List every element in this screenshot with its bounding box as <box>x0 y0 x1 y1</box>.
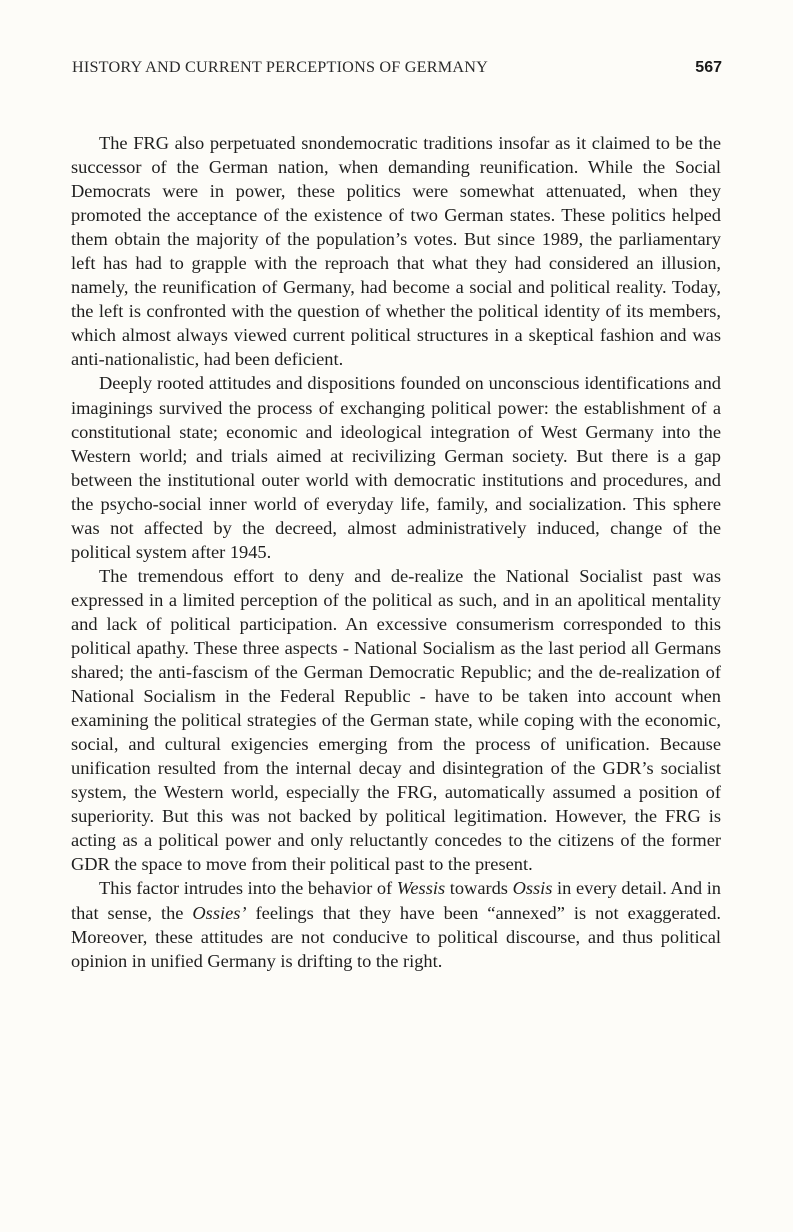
paragraph-2: Deeply rooted attitudes and dispositions founded on unconscious identifications and imaginings survived the process of exchanging political power: the establishment of a constitutional state; economic and ideological integration of West Germany into the Western world; and trials aimed at recivilizing German society. But there is a gap between the institutional outer world with democratic institutions and procedures, and the psycho-social inner world of everyday life, family, and socialization. This sphere was not affected by the decreed, almost administratively induced, change of the political system after 1945. <box>71 373 721 562</box>
term-wessis: Wessis <box>396 878 446 899</box>
page-number: 567 <box>695 59 722 76</box>
body-text <box>71 131 721 973</box>
term-ossis: Ossis <box>512 878 553 899</box>
running-head: HISTORY AND CURRENT PERCEPTIONS OF GERMANY <box>72 58 488 76</box>
paragraph-4-text: in every detail. And in that sense, the <box>71 878 722 923</box>
term-ossies: Ossies’ <box>192 902 247 923</box>
paragraph-4-text: feelings that they have been “annexed” is not exaggerated. Moreover, these attitudes are not conducive to political discourse, and thus political opinion in unified Germany is drifting to the right. <box>71 902 721 971</box>
paragraph-3: The tremendous effort to deny and de-realize the National Socialist past was expressed in a limited perception of the political as such, and in an apolitical mentality and lack of political participation. An excessive consumerism corresponded to this political apathy. These three aspects - National Socialism as the last period all Germans shared; the anti-fascism of the German Democratic Republic; and the de-realization of National Socialism in the Federal Republic - have to be taken into account when examining the political strategies of the German state, while coping with the economic, social, and cultural exigencies emerging from the process of unification. Because unification resulted from the internal decay and disintegration of the GDR’s socialist system, the Western world, especially the FRG, automatically assumed a position of superiority. But this was not backed by political legitimation. However, the FRG is acting as a political power and only reluctantly concedes to the citizens of the former GDR the space to move from their political past to the present. <box>71 565 721 875</box>
paragraph-4-text: towards <box>445 878 513 899</box>
paragraph-4 <box>71 876 721 972</box>
paragraph-1: The FRG also perpetuated snondemocratic traditions insofar as it claimed to be the successor of the German nation, when demanding reunification. While the Social Democrats were in power, these politics were somewhat attenuated, when they promoted the acceptance of the existence of two German states. These politics helped them obtain the majority of the population’s votes. But since 1989, the parliamentary left has had to grapple with the reproach that what they had considered an illusion, namely, the reunification of Germany, had become a social and political reality. Today, the left is confronted with the question of whether the political identity of its members, which almost always viewed current political structures in a skeptical fashion and was anti-nationalistic, had been deficient. <box>71 133 721 370</box>
page-header <box>72 58 722 77</box>
paragraph-4-text: This factor intrudes into the behavior of <box>99 878 397 899</box>
